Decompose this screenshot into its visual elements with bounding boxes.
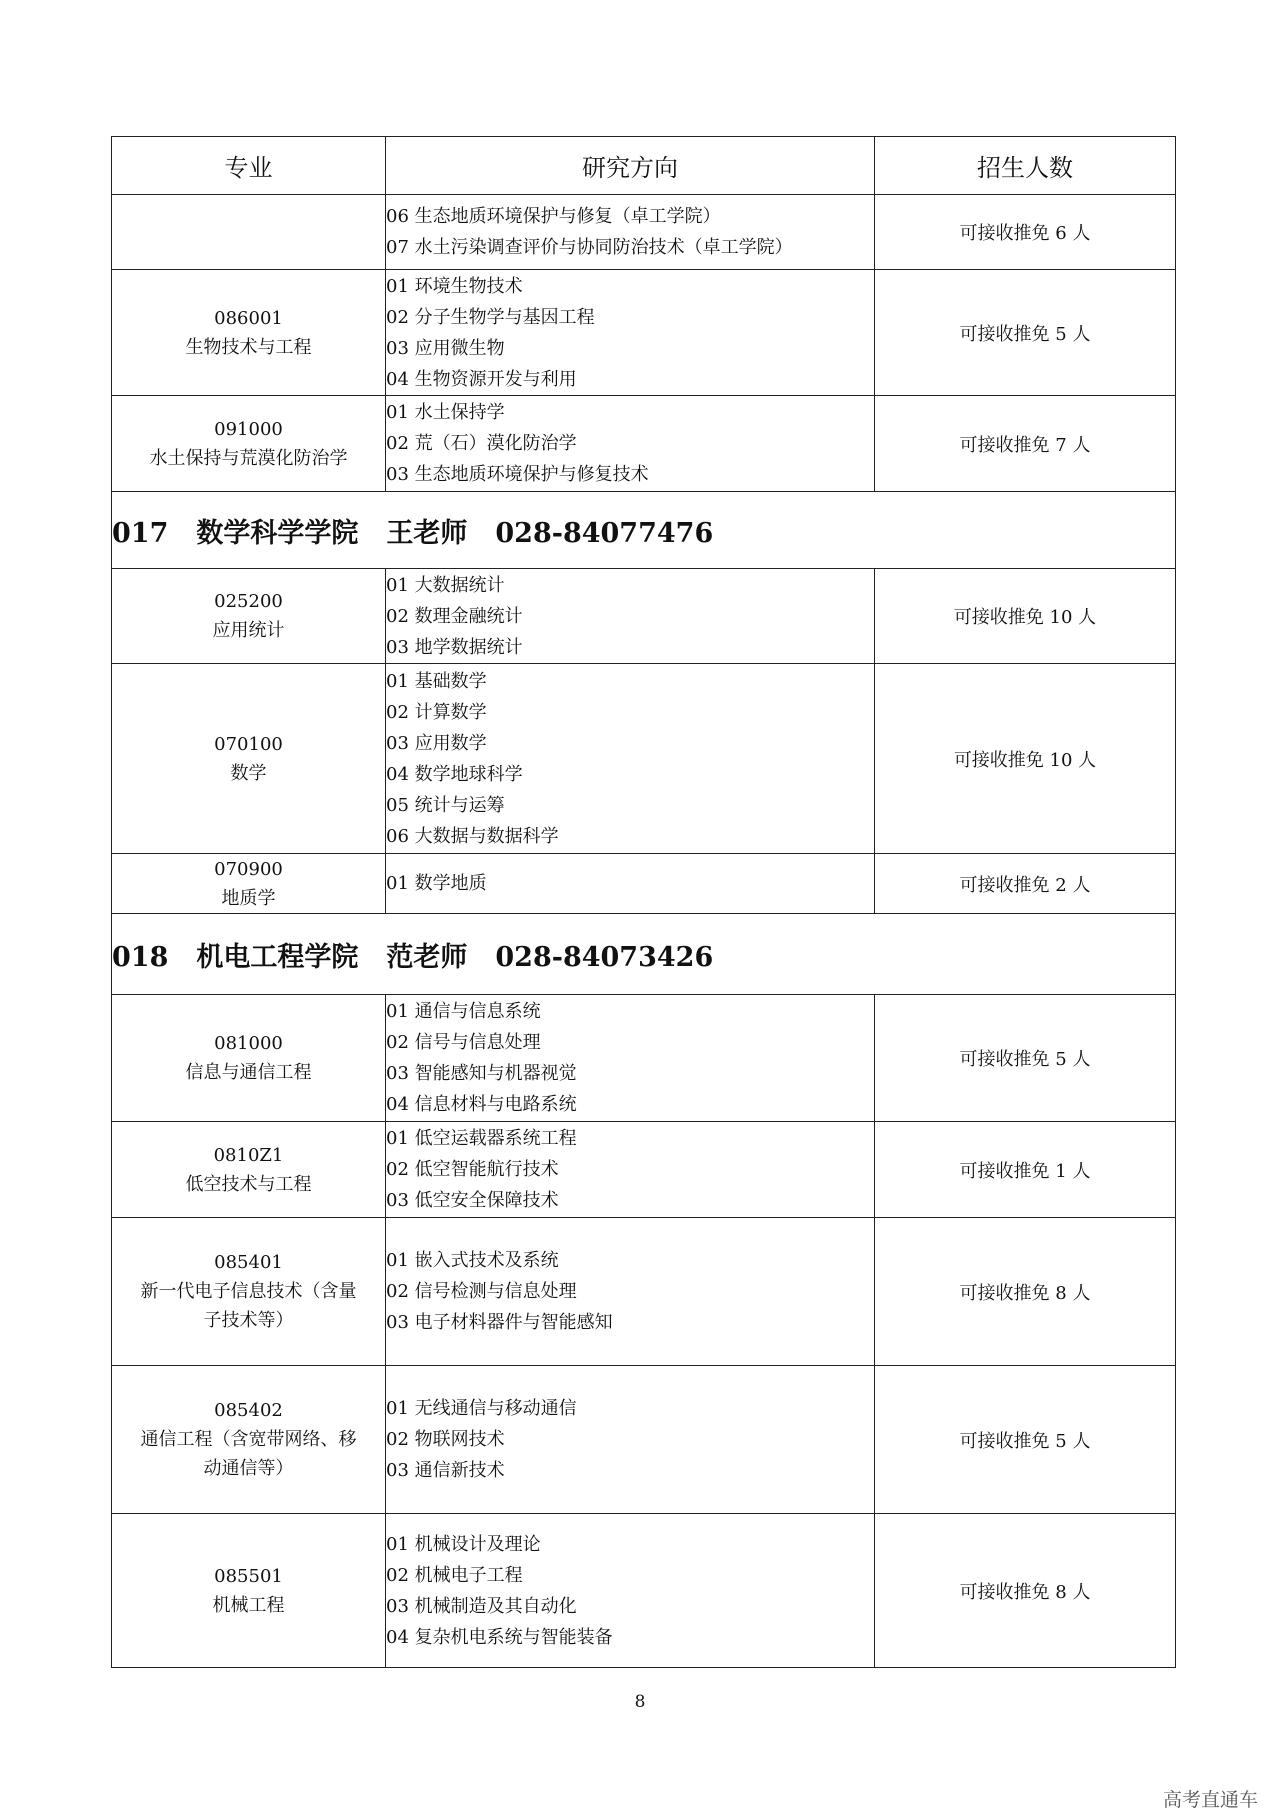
header-direction: 研究方向 bbox=[386, 137, 875, 195]
quota-cell: 可接收推免 8 人 bbox=[875, 1514, 1176, 1668]
watermark: 高考直通车 bbox=[1162, 1789, 1258, 1811]
table-row bbox=[112, 1366, 1176, 1514]
header-quota: 招生人数 bbox=[875, 137, 1176, 195]
direction-item: 01 通信与信息系统 bbox=[386, 1001, 541, 1022]
direction-cell bbox=[386, 664, 875, 854]
header-major: 专业 bbox=[112, 137, 386, 195]
major-code: 085402 bbox=[214, 1400, 283, 1421]
quota-cell: 可接收推免 5 人 bbox=[875, 995, 1176, 1122]
major-name: 低空技术与工程 bbox=[185, 1173, 312, 1195]
major-cell bbox=[112, 270, 386, 396]
major-name: 应用统计 bbox=[212, 620, 285, 641]
direction-item: 02 分子生物学与基因工程 bbox=[386, 306, 595, 328]
direction-item: 01 数学地质 bbox=[386, 873, 487, 894]
direction-item: 03 应用微生物 bbox=[386, 337, 505, 359]
direction-item: 03 智能感知与机器视觉 bbox=[386, 1063, 577, 1084]
major-name: 地质学 bbox=[221, 887, 276, 909]
school-name: 数学科学学院 bbox=[196, 517, 359, 549]
major-code: 081000 bbox=[214, 1033, 283, 1054]
major-code: 091000 bbox=[214, 418, 283, 440]
direction-cell bbox=[386, 854, 875, 914]
school-heading bbox=[112, 914, 1176, 995]
school-row bbox=[112, 492, 1176, 569]
major-cell bbox=[112, 195, 386, 270]
direction-cell bbox=[386, 270, 875, 396]
major-code: 070900 bbox=[214, 858, 283, 880]
major-cell bbox=[112, 995, 386, 1122]
quota-cell: 可接收推免 10 人 bbox=[875, 664, 1176, 854]
direction-item: 01 无线通信与移动通信 bbox=[386, 1398, 577, 1419]
header-row bbox=[112, 137, 1176, 195]
major-cell bbox=[112, 1218, 386, 1366]
major-code: 085401 bbox=[214, 1252, 283, 1273]
school-row bbox=[112, 914, 1176, 995]
direction-item: 03 应用数学 bbox=[386, 732, 487, 754]
table-row bbox=[112, 270, 1176, 396]
direction-cell bbox=[386, 195, 875, 270]
direction-item: 05 统计与运筹 bbox=[386, 794, 505, 816]
direction-item: 02 信号检测与信息处理 bbox=[386, 1281, 577, 1302]
direction-item: 04 数学地球科学 bbox=[386, 763, 523, 785]
major-code: 0810Z1 bbox=[213, 1144, 284, 1166]
major-name: 信息与通信工程 bbox=[185, 1062, 312, 1083]
major-cell bbox=[112, 569, 386, 664]
table-row bbox=[112, 1122, 1176, 1218]
table-row bbox=[112, 995, 1176, 1122]
major-cell bbox=[112, 396, 386, 492]
major-name2: 动通信等） bbox=[203, 1458, 294, 1479]
admissions-table bbox=[111, 136, 1176, 1668]
quota-cell: 可接收推免 6 人 bbox=[875, 195, 1176, 270]
direction-cell bbox=[386, 1514, 875, 1668]
direction-cell bbox=[386, 1218, 875, 1366]
school-code: 017 bbox=[112, 517, 169, 549]
direction-item: 06 大数据与数据科学 bbox=[386, 825, 559, 847]
direction-cell bbox=[386, 1122, 875, 1218]
direction-cell bbox=[386, 995, 875, 1122]
major-cell bbox=[112, 1122, 386, 1218]
direction-item: 01 嵌入式技术及系统 bbox=[386, 1250, 559, 1271]
page-number: 8 bbox=[634, 1692, 646, 1712]
direction-item: 01 低空运载器系统工程 bbox=[386, 1128, 577, 1149]
direction-item: 02 荒（石）漠化防治学 bbox=[386, 433, 577, 454]
direction-cell bbox=[386, 396, 875, 492]
direction-item: 06 生态地质环境保护与修复（卓工学院） bbox=[386, 206, 721, 227]
direction-item: 03 电子材料器件与智能感知 bbox=[386, 1312, 613, 1333]
direction-item: 03 低空安全保障技术 bbox=[386, 1190, 559, 1211]
quota-cell: 可接收推免 2 人 bbox=[875, 854, 1176, 914]
quota-cell: 可接收推免 8 人 bbox=[875, 1218, 1176, 1366]
direction-item: 04 信息材料与电路系统 bbox=[386, 1094, 577, 1115]
direction-item: 02 信号与信息处理 bbox=[386, 1032, 541, 1053]
direction-item: 04 复杂机电系统与智能装备 bbox=[386, 1626, 613, 1648]
school-phone: 028-84077476 bbox=[495, 517, 714, 549]
major-code: 025200 bbox=[214, 591, 283, 612]
table-row bbox=[112, 569, 1176, 664]
major-name: 通信工程（含宽带网络、移 bbox=[140, 1429, 357, 1450]
major-cell bbox=[112, 1366, 386, 1514]
quota-cell: 可接收推免 5 人 bbox=[875, 1366, 1176, 1514]
direction-item: 02 数理金融统计 bbox=[386, 605, 523, 627]
school-heading bbox=[112, 492, 1176, 569]
major-name: 新一代电子信息技术（含量 bbox=[140, 1281, 357, 1302]
school-contact: 范老师 bbox=[386, 941, 468, 973]
school-name: 机电工程学院 bbox=[196, 941, 359, 973]
direction-item: 03 机械制造及其自动化 bbox=[386, 1595, 577, 1617]
major-code: 086001 bbox=[214, 307, 283, 329]
direction-item: 02 物联网技术 bbox=[386, 1429, 505, 1450]
table-row bbox=[112, 1218, 1176, 1366]
direction-item: 03 地学数据统计 bbox=[386, 636, 523, 658]
direction-item: 04 生物资源开发与利用 bbox=[386, 368, 577, 390]
table-row bbox=[112, 396, 1176, 492]
major-name: 水土保持与荒漠化防治学 bbox=[149, 447, 348, 469]
school-contact: 王老师 bbox=[386, 517, 468, 549]
quota-cell: 可接收推免 5 人 bbox=[875, 270, 1176, 396]
direction-item: 03 通信新技术 bbox=[386, 1460, 505, 1481]
direction-item: 02 低空智能航行技术 bbox=[386, 1159, 559, 1180]
major-name: 数学 bbox=[230, 762, 267, 784]
direction-item: 07 水土污染调查评价与协同防治技术（卓工学院） bbox=[386, 237, 793, 258]
major-code: 085501 bbox=[214, 1565, 283, 1587]
quota-cell: 可接收推免 7 人 bbox=[875, 396, 1176, 492]
direction-item: 01 机械设计及理论 bbox=[386, 1533, 541, 1555]
major-cell bbox=[112, 1514, 386, 1668]
table-row bbox=[112, 854, 1176, 914]
table-row bbox=[112, 1514, 1176, 1668]
major-name: 生物技术与工程 bbox=[185, 336, 312, 358]
quota-cell: 可接收推免 10 人 bbox=[875, 569, 1176, 664]
major-code: 070100 bbox=[214, 733, 283, 755]
direction-cell bbox=[386, 569, 875, 664]
direction-item: 01 基础数学 bbox=[386, 670, 487, 692]
direction-item: 01 环境生物技术 bbox=[386, 275, 523, 297]
school-phone: 028-84073426 bbox=[495, 941, 714, 973]
direction-item: 01 水土保持学 bbox=[386, 402, 505, 423]
table-body bbox=[112, 195, 1176, 1668]
major-cell bbox=[112, 664, 386, 854]
direction-item: 01 大数据统计 bbox=[386, 574, 505, 596]
direction-cell bbox=[386, 1366, 875, 1514]
major-name2: 子技术等） bbox=[203, 1310, 294, 1331]
quota-cell: 可接收推免 1 人 bbox=[875, 1122, 1176, 1218]
school-code: 018 bbox=[112, 941, 169, 973]
table-row bbox=[112, 664, 1176, 854]
major-name: 机械工程 bbox=[212, 1594, 285, 1616]
direction-item: 03 生态地质环境保护与修复技术 bbox=[386, 464, 649, 485]
direction-item: 02 计算数学 bbox=[386, 701, 487, 723]
table-row bbox=[112, 195, 1176, 270]
direction-item: 02 机械电子工程 bbox=[386, 1564, 523, 1586]
major-cell bbox=[112, 854, 386, 914]
